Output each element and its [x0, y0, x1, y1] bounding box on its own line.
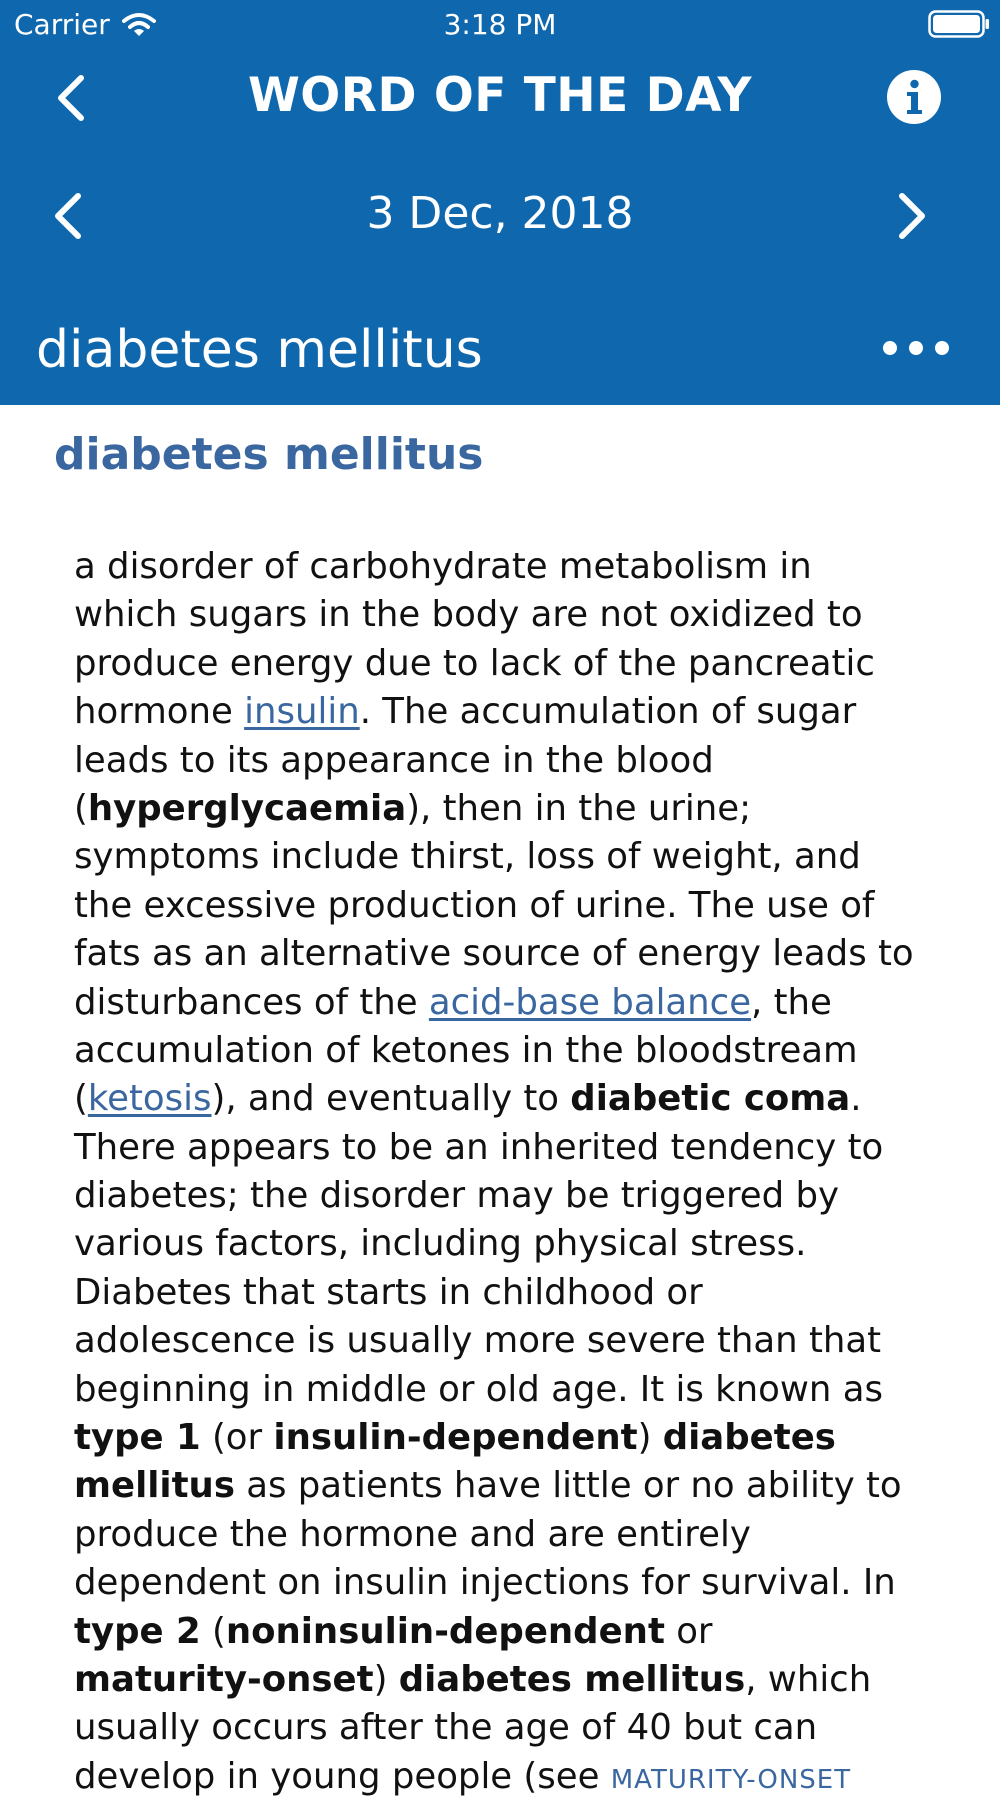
definition-text: , the [751, 981, 832, 1023]
info-icon [886, 69, 942, 125]
definition-line [74, 688, 954, 736]
definition-text: ), then in the urine; [406, 787, 752, 829]
more-options-button[interactable] [878, 336, 954, 360]
definition-text: symptoms include thirst, loss of weight, and [74, 836, 861, 878]
definition-text: . [850, 1078, 862, 1120]
entry-word-title: diabetes mellitus [36, 320, 483, 380]
chevron-right-icon [888, 188, 932, 244]
definition-text: beginning in middle or old age. It is known as [74, 1368, 883, 1410]
definition-line [74, 1220, 954, 1268]
definition-text: various factors, including physical stress. [74, 1223, 807, 1265]
definition-text: disturbances of the [74, 981, 429, 1023]
definition-line [74, 1269, 954, 1317]
definition-line [74, 1075, 954, 1123]
bold-term: diabetes mellitus [398, 1658, 746, 1700]
definition-line [74, 1366, 954, 1414]
bold-term: diabetic coma [570, 1078, 851, 1120]
definition-line [74, 1608, 954, 1656]
definition-line [74, 1559, 954, 1607]
definition-text: usually occurs after the age of 40 but can [74, 1707, 818, 1749]
definition-text: as patients have little or no ability to [234, 1465, 902, 1507]
definition-text: produce energy due to lack of the pancreatic [74, 642, 875, 684]
definition-line [74, 737, 954, 785]
nav-title: WORD OF THE DAY [247, 68, 753, 123]
definition-line [74, 785, 954, 833]
cross-reference-link[interactable]: insulin [244, 691, 360, 733]
definition-line [74, 591, 954, 639]
definition-text: develop in young people (see [74, 1755, 611, 1797]
definition-line [74, 1414, 954, 1462]
definition-text: Diabetes that starts in childhood or [74, 1271, 703, 1313]
definition-text: ( [74, 787, 88, 829]
next-date-button[interactable] [888, 188, 932, 244]
definition-text: a disorder of carbohydrate metabolism in [74, 546, 812, 587]
cross-reference-link[interactable]: acid-base balance [428, 981, 752, 1023]
definition-line [74, 930, 954, 978]
definition-line [74, 1704, 954, 1752]
definition-text: . The accumulation of sugar [359, 691, 857, 733]
status-time: 3:18 PM [443, 8, 557, 41]
bold-term: maturity-onset [74, 1658, 374, 1700]
definition-text: dependent on insulin injections for survival. In [74, 1562, 896, 1604]
definition-text: ), and eventually to [211, 1078, 571, 1120]
definition-line [74, 1462, 954, 1510]
definition-line [74, 543, 954, 591]
more-horizontal-icon [878, 336, 954, 360]
date-label: 3 Dec, 2018 [366, 188, 634, 239]
definition-text: adolescence is usually more severe than that [74, 1320, 882, 1362]
definition-text: hormone [74, 691, 245, 733]
bold-term: hyperglycaemia [87, 787, 407, 829]
definition-text: ( [74, 1078, 88, 1120]
cross-reference-link[interactable]: ketosis [87, 1078, 212, 1120]
bold-term: diabetes [662, 1417, 836, 1459]
bold-term: noninsulin-dependent [225, 1610, 665, 1652]
definition-line [74, 1124, 954, 1172]
definition-line [74, 1753, 954, 1801]
bold-term: type 1 [74, 1417, 201, 1459]
definition-line [74, 1511, 954, 1559]
definition-text: There appears to be an inherited tendency to [74, 1126, 884, 1168]
definition-text: ( [200, 1610, 226, 1652]
definition-line [74, 1172, 954, 1220]
definition-text: or [664, 1610, 713, 1652]
definition-text: , which [745, 1658, 872, 1700]
bold-term: mellitus [74, 1465, 235, 1507]
bold-term: type 2 [74, 1610, 201, 1652]
definition-text: ) [373, 1658, 399, 1700]
definition-line [74, 1656, 954, 1704]
definition-text: the excessive production of urine. The use of [74, 884, 875, 926]
bold-term: insulin-dependent [273, 1417, 638, 1459]
definition-line [74, 979, 954, 1027]
definition-text: (or [200, 1417, 274, 1459]
battery-icon [928, 10, 990, 38]
definition-text: accumulation of ketones in the bloodstream [74, 1029, 858, 1071]
entry-definition [74, 543, 954, 1801]
definition-line [74, 833, 954, 881]
cross-reference-link[interactable]: MATURITY-ONSET [610, 1764, 852, 1795]
definition-line [74, 640, 954, 688]
definition-text: ) [637, 1417, 663, 1459]
definition-text: leads to its appearance in the blood [74, 739, 714, 781]
definition-text: fats as an alternative source of energy leads to [74, 933, 914, 975]
definition-line [74, 1317, 954, 1365]
definition-text: which sugars in the body are not oxidized to [74, 594, 863, 636]
carrier-label: Carrier [14, 8, 110, 41]
definition-text: produce the hormone and are entirely [74, 1513, 751, 1555]
definition-line [74, 1027, 954, 1075]
definition-line [74, 882, 954, 930]
entry-content[interactable] [0, 405, 1000, 1797]
header-bar [0, 0, 1000, 405]
entry-headword: diabetes mellitus [54, 429, 484, 480]
definition-text: diabetes; the disorder may be triggered by [74, 1175, 840, 1217]
info-button[interactable] [886, 69, 942, 125]
